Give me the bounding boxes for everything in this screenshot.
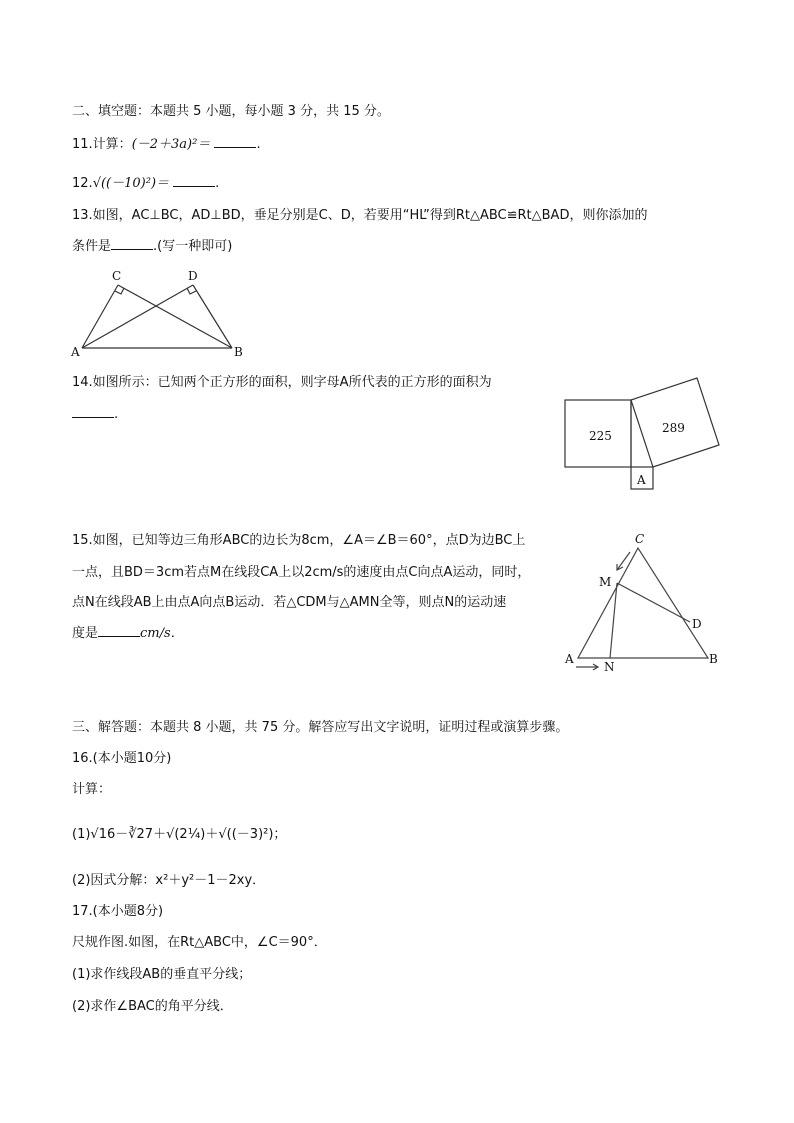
q16-intro: 计算： xyxy=(72,782,112,797)
label-a: A xyxy=(565,652,574,666)
segment-db xyxy=(193,285,232,348)
label-225: 225 xyxy=(589,429,612,443)
label-b: B xyxy=(234,345,243,359)
label-c: C xyxy=(112,269,122,283)
q17-intro: 尺规作图.如图，在Rt△ABC中，∠C＝90°． xyxy=(72,935,327,950)
section2-heading: 二、填空题：本题共 5 小题，每小题 3 分，共 15 分。 xyxy=(72,104,390,119)
q16-part2: (2)因式分解：x²＋y²－1－2xy． xyxy=(72,873,266,888)
q16-title: 16.(本小题10分) xyxy=(72,751,172,766)
q13-text: 条件是 xyxy=(72,239,112,254)
q11-label: 11.计算： xyxy=(72,137,132,152)
label-d: D xyxy=(692,617,702,631)
segment-ad xyxy=(82,285,193,348)
period: . xyxy=(114,407,119,422)
q13-figure xyxy=(82,285,232,348)
label-n: N xyxy=(604,660,615,674)
q15-unit: cm/s． xyxy=(140,626,184,641)
q11-expression: (－2＋3a)²＝ xyxy=(131,137,211,152)
label-a-square: A xyxy=(637,473,646,487)
label-289: 289 xyxy=(662,421,685,435)
right-angle-mark-d xyxy=(187,288,196,294)
q15-text: 度是 xyxy=(72,626,99,641)
q17-part1: (1)求作线段AB的垂直平分线； xyxy=(72,967,252,982)
q14-line1: 14.如图所示：已知两个正方形的面积，则字母A所代表的正方形的面积为 xyxy=(72,375,492,390)
q13-hint: .(写一种即可) xyxy=(153,239,233,254)
segment-mn xyxy=(610,583,617,658)
q15-line1: 15.如图，已知等边三角形ABC的边长为8cm，∠A＝∠B＝60°，点D为边BC上 xyxy=(72,533,526,548)
segment-cb xyxy=(118,285,232,348)
triangle-abc xyxy=(578,548,708,658)
q12-expression: √((－10)²)＝ xyxy=(92,176,170,191)
q12-label: 12. xyxy=(72,176,93,191)
q17-part2: (2)求作∠BAC的角平分线． xyxy=(72,999,233,1014)
label-d: D xyxy=(188,269,198,283)
label-a: A xyxy=(71,345,80,359)
q15-line3: 点N在线段AB上由点A向点B运动．若△CDM与△AMN全等，则点N的运动速 xyxy=(72,595,507,610)
q17-title: 17.(本小题8分) xyxy=(72,904,164,919)
section3-heading: 三、解答题：本题共 8 小题，共 75 分。解答应写出文字说明，证明过程或演算步骤。 xyxy=(72,720,569,735)
q15-line2: 一点，且BD＝3cm若点M在线段CA上以2cm/s的速度由点C向点A运动，同时， xyxy=(72,565,531,580)
label-b: B xyxy=(709,652,718,666)
period: . xyxy=(215,176,220,191)
q13-line1: 13.如图，AC⊥BC，AD⊥BD，垂足分别是C、D，若要用“HL”得到Rt△ABC≌Rt△BAD，则你添加的 xyxy=(72,208,648,223)
period: . xyxy=(256,137,261,152)
segment-ac xyxy=(82,285,118,348)
label-c: C xyxy=(635,532,645,546)
q16-part1: (1)√16－∛27＋√(2¼)＋√((－3)²)； xyxy=(72,827,287,842)
q15-figure xyxy=(576,548,708,670)
segment-md xyxy=(617,583,690,622)
label-m: M xyxy=(599,575,612,589)
